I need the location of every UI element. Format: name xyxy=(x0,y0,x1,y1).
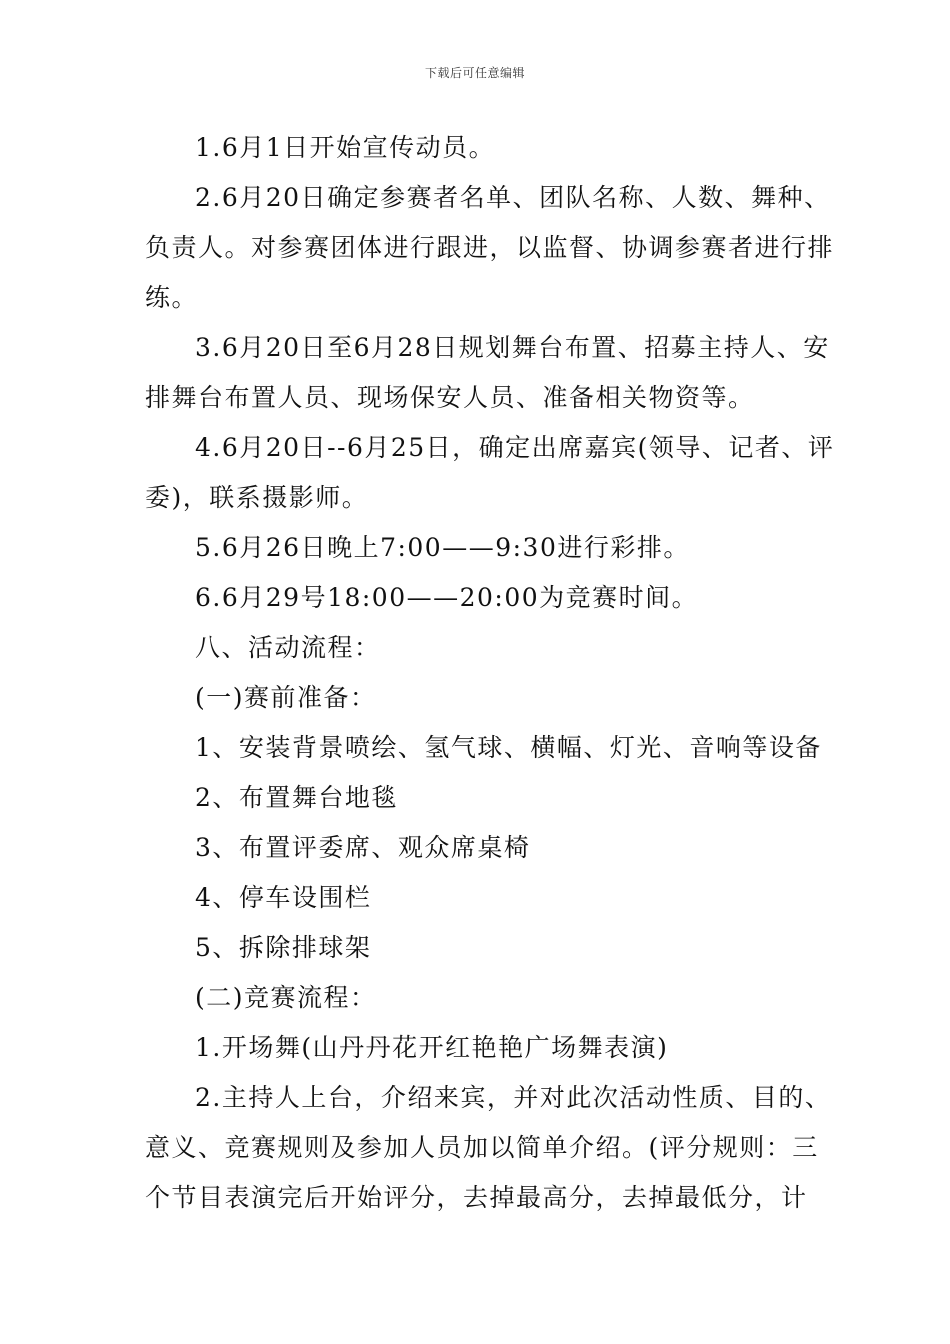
prep-item-4: 4、停车设围栏 xyxy=(195,883,372,912)
subsection-heading-competition: (二)竞赛流程： xyxy=(195,983,377,1012)
page-header: 下载后可任意编辑 xyxy=(424,66,525,80)
paragraph-5: 5.6月26日晚上7:00——9:30进行彩排。 xyxy=(195,533,690,562)
prep-item-3: 3、布置评委席、观众席桌椅 xyxy=(195,833,531,862)
competition-item-1: 1.开场舞(山丹丹花开红艳艳广场舞表演) xyxy=(195,1033,669,1062)
paragraph-2: 2.6月20日确定参赛者名单、团队名称、人数、舞种、负责人。对参赛团体进行跟进，以监督、协调参赛者进行排练。 xyxy=(145,183,835,312)
prep-item-1: 1、安装背景喷绘、氢气球、横幅、灯光、音响等设备 xyxy=(195,733,822,762)
prep-item-5: 5、拆除排球架 xyxy=(195,933,372,962)
paragraph-6: 6.6月29号18:00——20:00为竞赛时间。 xyxy=(195,583,699,612)
document-body xyxy=(145,123,835,1223)
paragraph-3: 3.6月20日至6月28日规划舞台布置、招募主持人、安排舞台布置人员、现场保安人员、准备相关物资等。 xyxy=(145,333,830,412)
prep-item-2: 2、布置舞台地毯 xyxy=(195,783,398,812)
paragraph-1: 1.6月1日开始宣传动员。 xyxy=(195,133,496,162)
section-heading-activity-flow: 八、活动流程： xyxy=(195,633,381,662)
subsection-heading-preparation: (一)赛前准备： xyxy=(195,683,377,712)
paragraph-4: 4.6月20日--6月25日，确定出席嘉宾(领导、记者、评委)，联系摄影师。 xyxy=(145,433,835,512)
competition-item-2: 2.主持人上台，介绍来宾，并对此次活动性质、目的、意义、竞赛规则及参加人员加以简单介绍。(评分规则：三个节目表演完后开始评分，去掉最高分，去掉最低分，计 xyxy=(145,1083,832,1212)
